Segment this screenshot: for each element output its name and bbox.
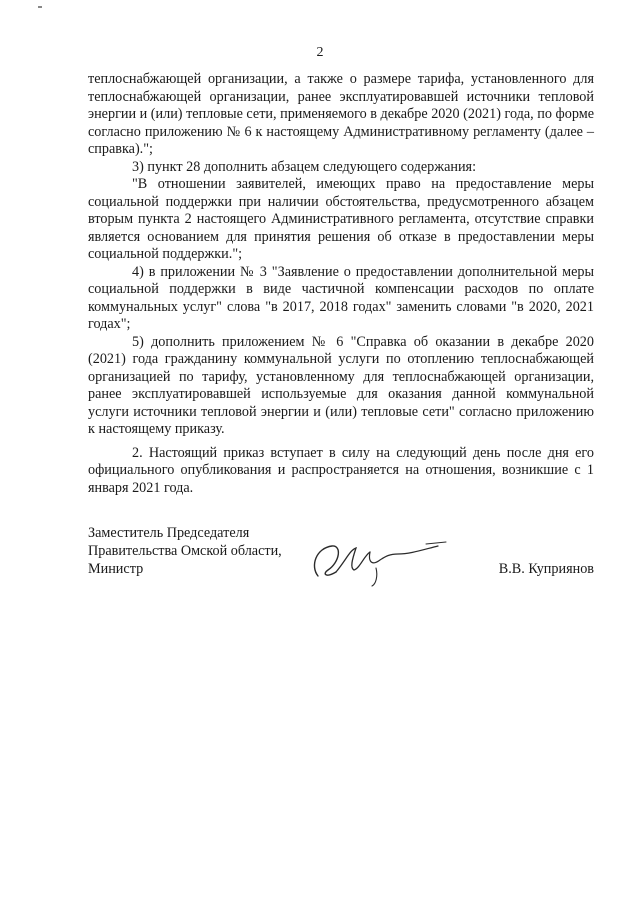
signatory-name: В.В. Куприянов [498, 561, 594, 577]
signatory-title-line: Правительства Омской области, [88, 543, 282, 559]
paragraph-item-3: 3) пункт 28 дополнить абзацем следующего содержания: [132, 158, 477, 175]
paragraph-item-4: 4) в приложении № 3 "Заявление о предоставлении дополнительной меры социальной поддержки в виде частичной компенсации расходов по оплате коммунальных услуг" слова "в 2017, 2018 годах" заменить словами "в 2020, 2021 годах"; [88, 263, 594, 332]
signatory-title-line: Министр [88, 561, 144, 577]
paragraph-continuation: теплоснабжающей организации, а также о размере тарифа, установленного для теплоснабжающей организации, ранее эксплуатировавшей источники тепловой энергии и (или) тепловые сети, применяемого в декабре 2020 (2021) года, по форме согласно приложению № 6 к настоящему Административному регламенту (далее – справка)."; [88, 71, 594, 157]
signatory-title-line: Заместитель Председателя [88, 525, 250, 541]
signature-block [88, 524, 594, 584]
paragraph-item-5: 5) дополнить приложением № 6 "Справка об оказании в декабре 2020 (2021) года гражданину коммунальной услуги по отоплению теплоснабжающей организацией по тарифу, установленному для теплоснабжающей организации, ранее эксплуатировавшей используемые для оказания данной коммунальной услуги источники тепловой энергии и (или) тепловые сети" согласно приложению к настоящему приказу. [88, 333, 594, 437]
document-body [88, 71, 594, 497]
page-number: 2 [316, 45, 324, 60]
paragraph-clause-2: 2. Настоящий приказ вступает в силу на следующий день после дня его официального опубликования и распространяется на отношения, возникшие с 1 января 2021 года. [88, 444, 594, 496]
scan-mark [38, 6, 42, 8]
paragraph-quote: "В отношении заявителей, имеющих право на предоставление меры социальной поддержки при наличии обстоятельства, предусмотренного абзацем вторым пункта 2 настоящего Административного регламента, отсутствие справки является основанием для принятия решения об отказе в предоставлении меры социальной поддержки."; [88, 176, 594, 262]
handwritten-signature [306, 532, 456, 588]
